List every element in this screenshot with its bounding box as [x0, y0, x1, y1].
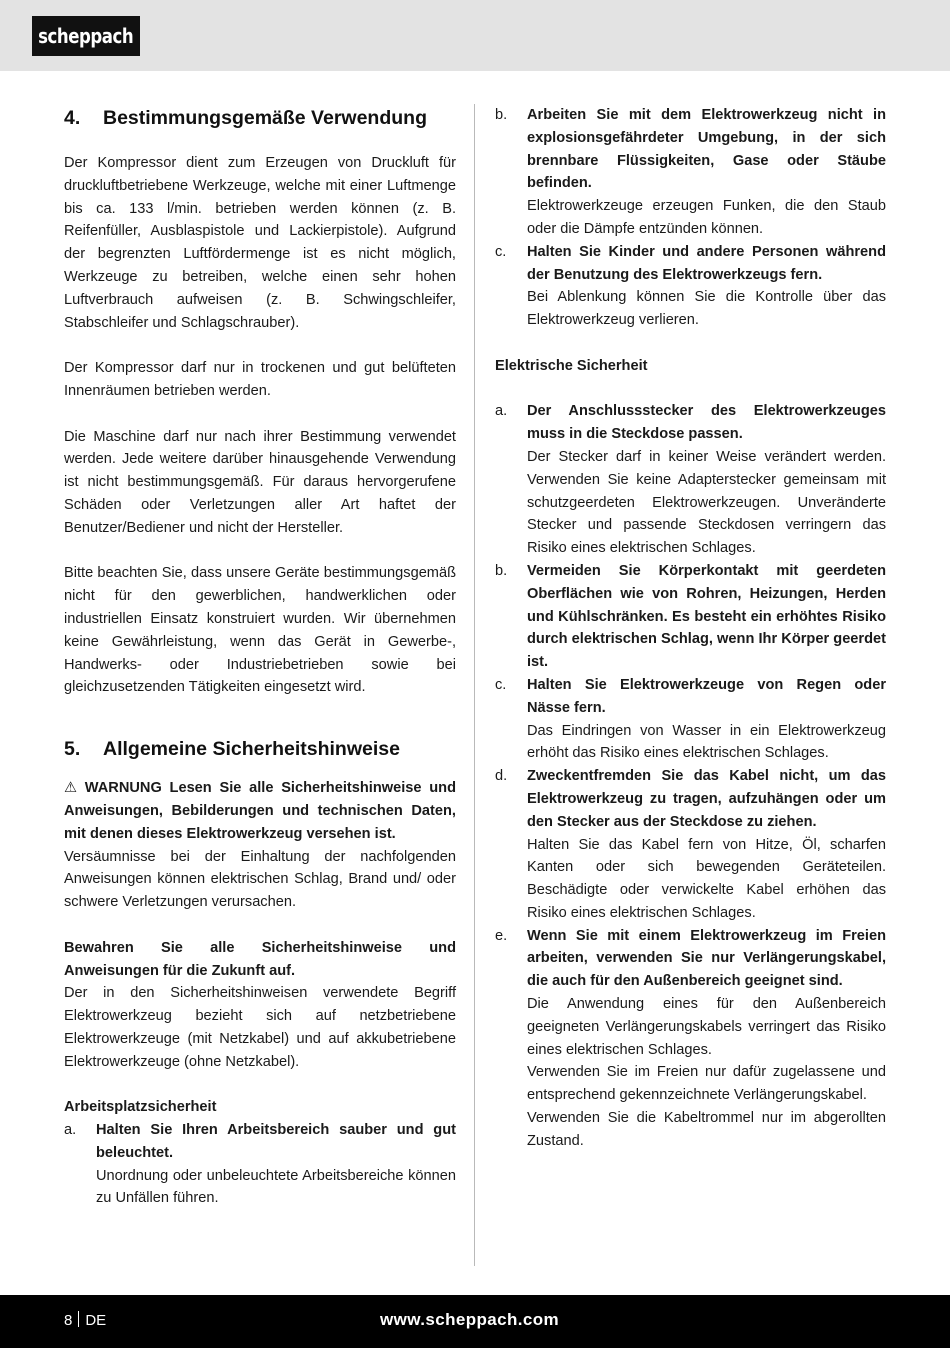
- list-label: e.: [495, 927, 508, 944]
- list-item-text: Verwenden Sie im Freien nur dafür zugelassene und entsprechend gekennzeichnete Verlängerungskabel.: [527, 1064, 886, 1104]
- list-label: c.: [495, 676, 507, 693]
- section-title: Allgemeine Sicherheitshinweise: [103, 738, 400, 761]
- right-column: [495, 104, 886, 1153]
- list-item-text: Der Stecker darf in keiner Weise verändert werden. Verwenden Sie keine Adapterstecker gemeinsam mit schutzgeerdeten Elektrowerkzeugen. Unveränderte Stecker und passende Steckdosen verringern das Risiko eines elektrischen Schlages.: [527, 448, 886, 557]
- list-label: c.: [495, 243, 507, 260]
- page-number: [64, 1310, 106, 1332]
- list-item-bold: Halten Sie Elektrowerkzeuge von Regen oder Nässe fern.: [527, 676, 886, 716]
- language-code: DE: [85, 1312, 107, 1329]
- column-divider: [474, 104, 475, 1266]
- warning-bold-text: WARNUNG Lesen Sie alle Sicherheitshinweise und Anweisungen, Bebilderungen und technischen Daten, mit denen dieses Elektrowerkzeug versehen ist.: [64, 780, 456, 842]
- list-item: [495, 925, 886, 1153]
- subheading-electrical: Elektrische Sicherheit: [495, 357, 648, 374]
- paragraph: Der Kompressor darf nur in trockenen und gut belüfteten Innenräumen betrieben werden.: [64, 360, 456, 399]
- list-item: [495, 400, 886, 560]
- paragraph: Der Kompressor dient zum Erzeugen von Druckluft für druckluftbetriebene Werkzeuge, welche mit einer Luftmenge bis ca. 133 l/min. betrieben werden können (z. B. Reifenfüller, Ausblaspistole und Lackierpistole). Aufgrund der begrenzten Luftfördermenge ist es nicht möglich, Werkzeuge zu betreiben, welche einen sehr hohen Luftverbrauch aufweisen (z. B. Schwingschleifer, Stabschleifer und Schlagschrauber).: [64, 155, 456, 331]
- section-number: 4.: [64, 107, 81, 129]
- list-item-bold: Zweckentfremden Sie das Kabel nicht, um das Elektrowerkzeug zu tragen, aufzuhängen oder um den Stecker aus der Steckdose zu ziehen.: [527, 768, 886, 830]
- list-label: a.: [495, 403, 508, 420]
- subheading-workplace: Arbeitsplatzsicherheit: [64, 1099, 217, 1116]
- section-number: 5.: [64, 738, 81, 761]
- scheppach-logo: [32, 16, 140, 56]
- left-column: [64, 104, 456, 1210]
- list-item-bold: Arbeiten Sie mit dem Elektrowerkzeug nicht in explosionsgefährdeter Umgebung, in der sich brennbare Flüssigkeiten, Gase oder Stäube befinden.: [527, 107, 886, 192]
- list-item: [495, 674, 886, 765]
- list-item-bold: Der Anschlussstecker des Elektrowerkzeuges muss in die Steckdose passen.: [527, 403, 886, 443]
- paragraph-bold: Bewahren Sie alle Sicherheitshinweise und Anweisungen für die Zukunft auf.: [64, 939, 456, 979]
- paragraph: Bitte beachten Sie, dass unsere Geräte bestimmungsgemäß nicht für den gewerblichen, handwerklichen oder industriellen Einsatz konstruiert wurden. Wir übernehmen keine Gewährleistung, wenn das Gerät in Gewerbe-, Handwerks- oder Industriebetrieben sowie bei gleichzusetzenden Tätigkeiten eingesetzt wird.: [64, 565, 456, 696]
- list-item-text: Bei Ablenkung können Sie die Kontrolle über das Elektrowerkzeug verlieren.: [527, 289, 886, 329]
- list-item-bold: Halten Sie Ihren Arbeitsbereich sauber und gut beleuchtet.: [96, 1122, 456, 1161]
- page-header: [0, 0, 950, 71]
- section-5-heading: [64, 735, 456, 763]
- list-label: b.: [495, 107, 508, 123]
- section-4-heading: [64, 104, 456, 132]
- section-title: Bestimmungsgemäße Verwendung: [103, 107, 427, 129]
- logo-text: scheppach: [38, 24, 134, 48]
- list-item-text: Elektrowerkzeuge erzeugen Funken, die den Staub oder die Dämpfe entzünden können.: [527, 198, 886, 237]
- list-item: [495, 765, 886, 925]
- list-item-text: Unordnung oder unbeleuchtete Arbeitsbereiche können zu Unfällen führen.: [96, 1167, 456, 1207]
- list-item: [495, 104, 886, 241]
- page-number-value: 8: [64, 1312, 73, 1329]
- page-footer: [0, 1295, 950, 1348]
- paragraph: Der in den Sicherheitshinweisen verwendete Begriff Elektrowerkzeug bezieht sich auf netzbetriebene Elektrowerkzeuge (mit Netzkabel) und auf akkubetriebene Elektrowerkzeuge (ohne Netzkabel).: [64, 985, 456, 1070]
- list-item-text: Verwenden Sie die Kabeltrommel nur im abgerollten Zustand.: [527, 1110, 886, 1149]
- warning-triangle-icon: ⚠: [64, 780, 81, 797]
- list-item: [64, 1119, 456, 1210]
- list-item-text: Halten Sie das Kabel fern von Hitze, Öl, scharfen Kanten oder sich bewegenden Geräteteilen. Beschädigte oder verwickelte Kabel erhöhen das Risiko eines elektrischen Schlages.: [527, 836, 886, 921]
- list-item-bold: Halten Sie Kinder und andere Personen während der Benutzung des Elektrowerkzeugs fern.: [527, 243, 886, 283]
- list-item: [495, 560, 886, 674]
- footer-separator: [78, 1311, 79, 1327]
- list-item-bold: Wenn Sie mit einem Elektrowerkzeug im Freien arbeiten, verwenden Sie nur Verlängerungskabel, die auch für den Außenbereich geeignet sind.: [527, 927, 886, 990]
- list-item: [495, 241, 886, 332]
- paragraph: Versäumnisse bei der Einhaltung der nachfolgenden Anweisungen können elektrischen Schlag, Brand und/ oder schwere Verletzungen verursachen.: [64, 848, 456, 911]
- paragraph: Die Maschine darf nur nach ihrer Bestimmung verwendet werden. Jede weitere darüber hinausgehende Verwendung ist nicht bestimmungsgemäß. Für daraus hervorgerufene Schäden oder Verletzungen aller Art haftet der Benutzer/Bediener und nicht der Hersteller.: [64, 428, 456, 536]
- warning-notice: [64, 777, 456, 845]
- list-label: b.: [495, 562, 508, 579]
- list-label: d.: [495, 768, 508, 785]
- list-item-text: Das Eindringen von Wasser in ein Elektrowerkzeug erhöht das Risiko eines elektrischen Schlages.: [527, 722, 886, 762]
- list-item-text: Die Anwendung eines für den Außenbereich geeigneten Verlängerungskabels verringert das Risiko eines elektrischen Schlages.: [527, 996, 886, 1058]
- list-label: a.: [64, 1122, 77, 1139]
- website-link[interactable]: www.scheppach.com: [380, 1310, 560, 1329]
- list-item-bold: Vermeiden Sie Körperkontakt mit geerdeten Oberflächen wie von Rohren, Heizungen, Herden und Kühlschränken. Es besteht ein erhöhtes Risiko durch elektrischen Schlag, wenn Ihr Körper geerdet ist.: [527, 562, 886, 671]
